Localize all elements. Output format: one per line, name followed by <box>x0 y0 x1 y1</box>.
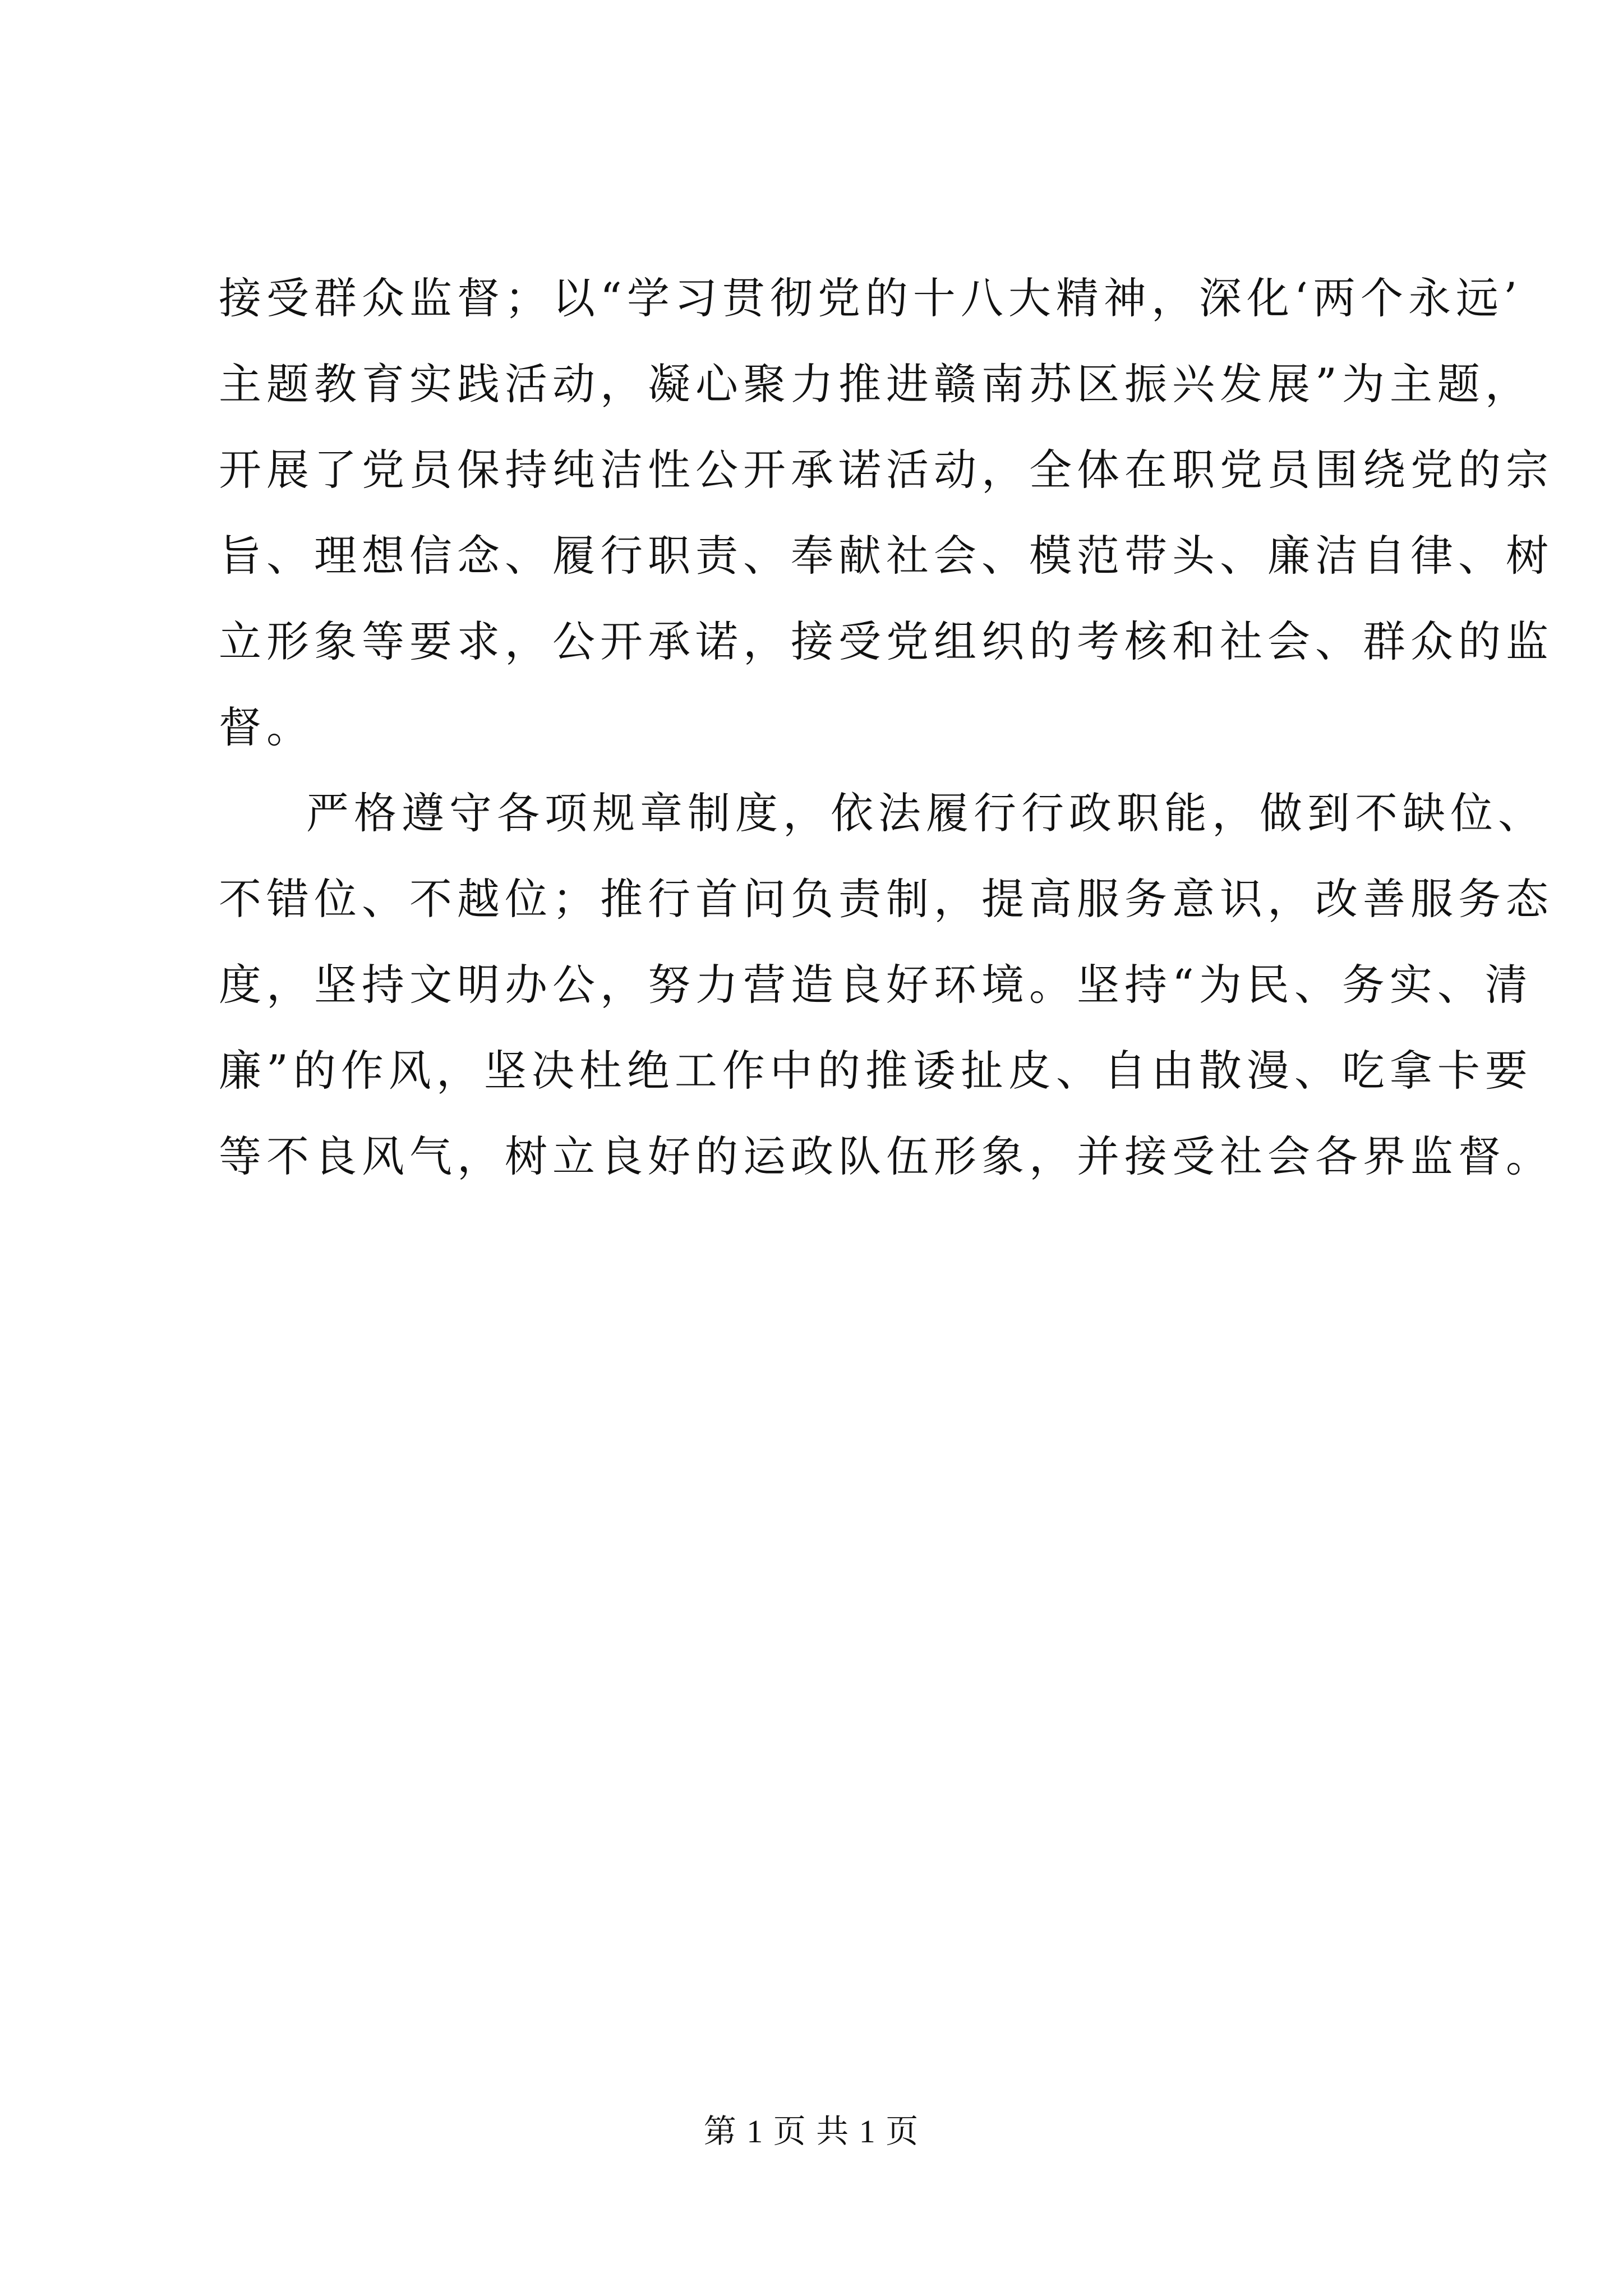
text-line: 主题教育实践活动，凝心聚力推进赣南苏区振兴发展”为主题， <box>219 359 1533 409</box>
text-line: 度，坚持文明办公，努力营造良好环境。坚持“为民、务实、清 <box>219 960 1533 1010</box>
text-line: 旨、理想信念、履行职责、奉献社会、模范带头、廉洁自律、树 <box>219 531 1553 581</box>
text-line: 等不良风气，树立良好的运政队伍形象，并接受社会各界监督。 <box>219 1131 1553 1181</box>
text-line: 督。 <box>219 702 314 752</box>
text-line: 廉”的作风，坚决杜绝工作中的推诿扯皮、自由散漫、吃拿卡要 <box>219 1046 1533 1096</box>
page-footer: 第 1 页 共 1 页 <box>703 2113 920 2150</box>
text-line: 严格遵守各项规章制度，依法履行行政职能，做到不缺位、 <box>306 788 1546 838</box>
text-line: 开展了党员保持纯洁性公开承诺活动，全体在职党员围绕党的宗 <box>219 445 1553 495</box>
document-body <box>219 255 1553 1199</box>
paragraph-2 <box>219 770 1553 1199</box>
paragraph-1 <box>219 255 1553 770</box>
text-line: 立形象等要求，公开承诺，接受党组织的考核和社会、群众的监 <box>219 616 1553 666</box>
text-line: 接受群众监督；以“学习贯彻党的十八大精神，深化‘两个永远’ <box>219 273 1523 323</box>
text-line: 不错位、不越位；推行首问负责制，提高服务意识，改善服务态 <box>219 874 1553 924</box>
